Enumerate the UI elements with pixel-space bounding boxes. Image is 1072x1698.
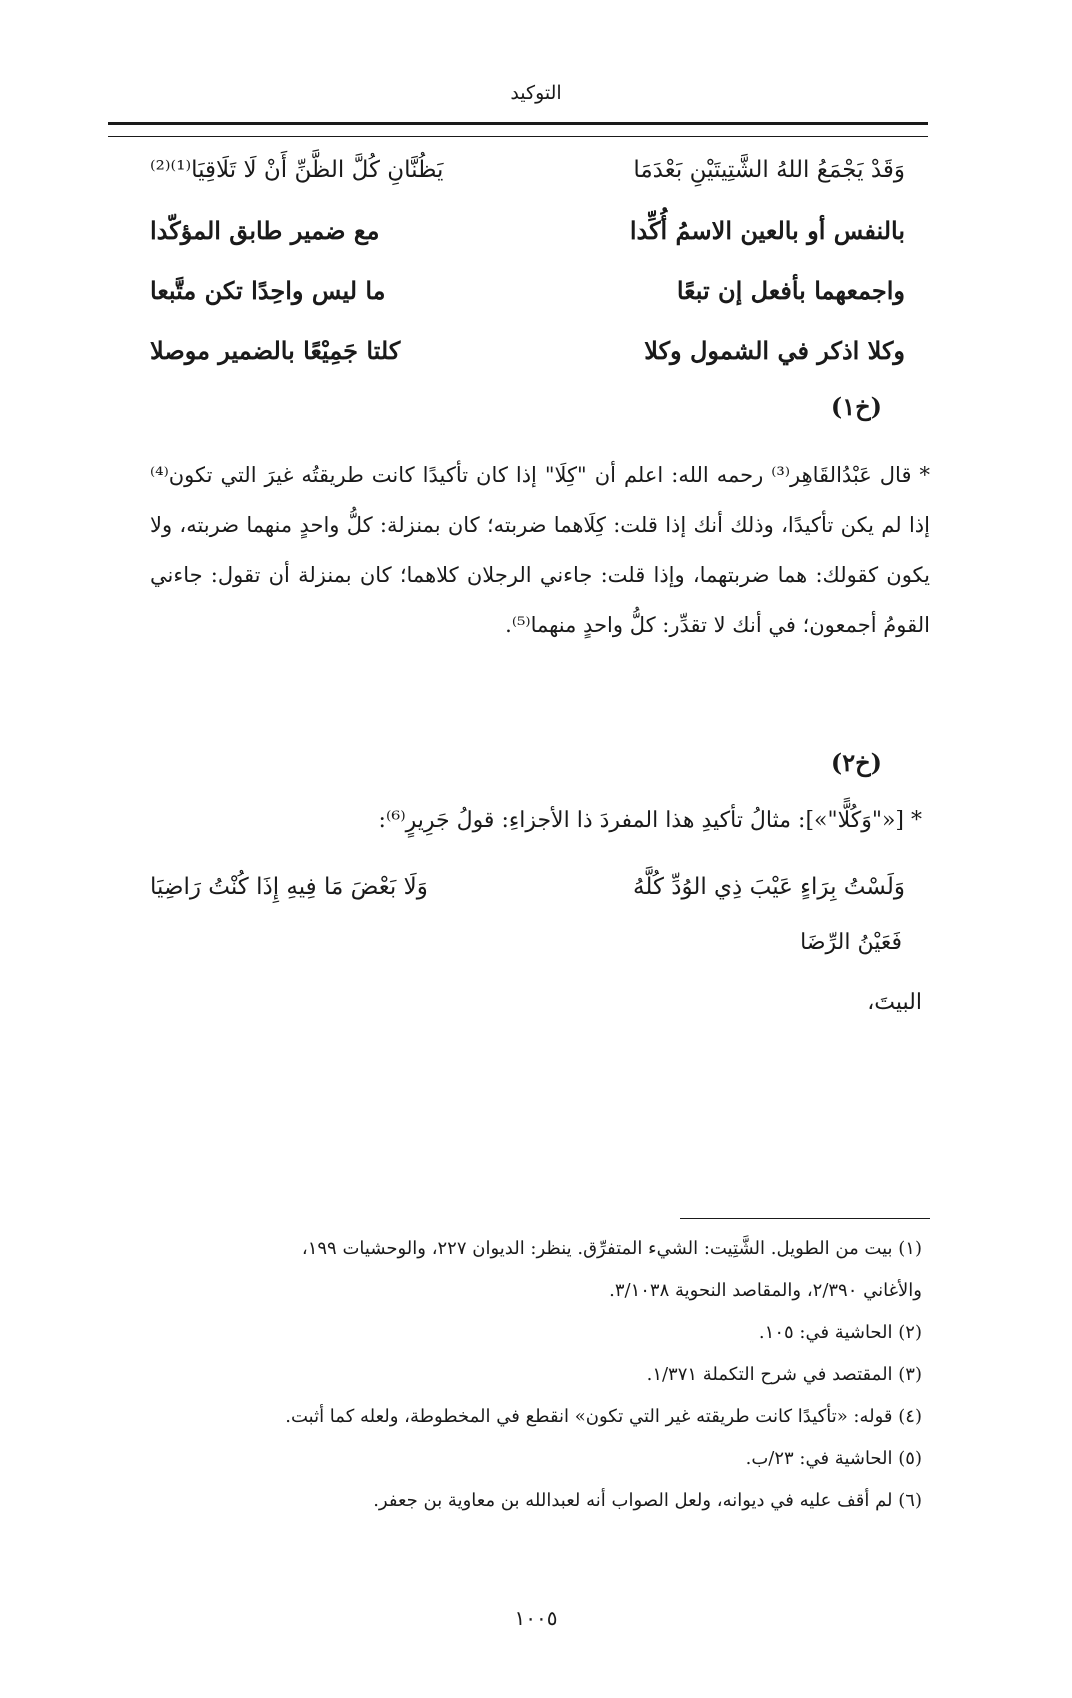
verse-1-first-hemistich: وَقَدْ يَجْمَعُ اللهُ الشَّتِيتَيْنِ بَعْدَمَا — [633, 157, 905, 183]
verse-line-2 — [150, 862, 905, 912]
page-number: ١٠٠٥ — [514, 1606, 558, 1630]
header-rule-thin — [108, 136, 928, 137]
footnote-1: (١) بيت من الطويل. الشَّتِيت: الشيء المتفرِّق. ينظر: الديوان ٢٢٧، والوحشيات ١٩٩، — [301, 1238, 922, 1259]
footnote-2: (٢) الحاشية في: ١٠٥. — [758, 1322, 922, 1343]
poem-line-1-second: مع ضمير طابق المؤكّدا — [150, 215, 380, 245]
verse-reference: البيتَ، — [867, 990, 922, 1015]
poem-line-3-first: وكلا اذكر في الشمول وكلا — [644, 335, 905, 365]
poem-line-1 — [150, 205, 905, 255]
example-intro: * [«"وَكُلًّا"»]: مثالُ تأكيدِ هذا المفردَ ذا الأجزاءِ: قولُ جَرِيرٍ⁽⁶⁾: — [378, 808, 922, 833]
poem-line-1-first: بالنفس أو بالعين الاسمُ أُكِّدا — [629, 215, 905, 245]
footnote-5: (٥) الحاشية في: ٢٣/ب. — [745, 1448, 922, 1469]
poem-line-2 — [150, 265, 905, 315]
poem-line-2-second: ما ليس واحِدًا تكن متَّبعا — [150, 275, 386, 305]
header-rule-thick — [108, 122, 928, 125]
verse-1-second-hemistich: يَظُنَّانِ كُلَّ الظَّنِّ أَنْ لَا تَلَاقِيَا⁽¹⁾⁽²⁾ — [150, 157, 444, 183]
footnote-3: (٣) المقتصد في شرح التكملة ١/٣٧١. — [646, 1364, 922, 1385]
running-header: التوكيد — [510, 82, 562, 104]
poem-line-2-first: واجمعهما بأفعل إن تبعًا — [676, 275, 905, 305]
section-marker-1: (خ١) — [830, 392, 882, 421]
poem-line-3-second: كلتا جَمِيْعًا بالضمير موصلا — [150, 335, 401, 365]
verse-2-second-hemistich: وَلَا بَعْضَ مَا فِيهِ إِذَا كُنْتُ رَاضِيَا — [150, 874, 428, 900]
verse-2-first-hemistich: وَلَسْتُ بِرَاءٍ عَيْبَ ذِي الوُدِّ كُلَّهُ — [633, 874, 905, 900]
footnote-4: (٤) قوله: «تأكيدًا كانت طريقته غير التي تكون» انقطع في المخطوطة، ولعله كما أثبت. — [285, 1406, 922, 1427]
section-marker-2: (خ٢) — [830, 748, 882, 777]
footnote-6: (٦) لم أقف عليه في ديوانه، ولعل الصواب أنه لعبدالله بن معاوية بن جعفر. — [373, 1490, 922, 1511]
verse-line-1 — [150, 145, 905, 195]
footnote-separator — [680, 1218, 930, 1219]
quote-fragment: فَعَيْنُ الرِّضَا — [800, 930, 902, 955]
poem-line-3 — [150, 325, 905, 375]
footnote-1-cont: والأغاني ٢/٣٩٠، والمقاصد النحوية ٣/١٠٣٨. — [609, 1280, 922, 1301]
commentary-paragraph: * قال عَبْدُالقَاهِر⁽³⁾ رحمه الله: اعلم أن "كِلَا" إذا كان تأكيدًا كانت طريقتُه غيرَ التي تكون⁽⁴⁾ إذا لم يكن تأكيدًا، وذلك أنك إذا قلت: كِلَاهما ضربته؛ كان بمنزلة: كلُّ واحدٍ منهما ضربته، ولا يكون كقولك: هما ضربتهما، وإذا قلت: جاءني الرجلان كلاهما؛ كان بمنزلة أن تقول: جاءني القومُ أجمعون؛ في أنك لا تقدِّر: كلُّ واحدٍ منهما⁽⁵⁾. — [150, 463, 930, 637]
